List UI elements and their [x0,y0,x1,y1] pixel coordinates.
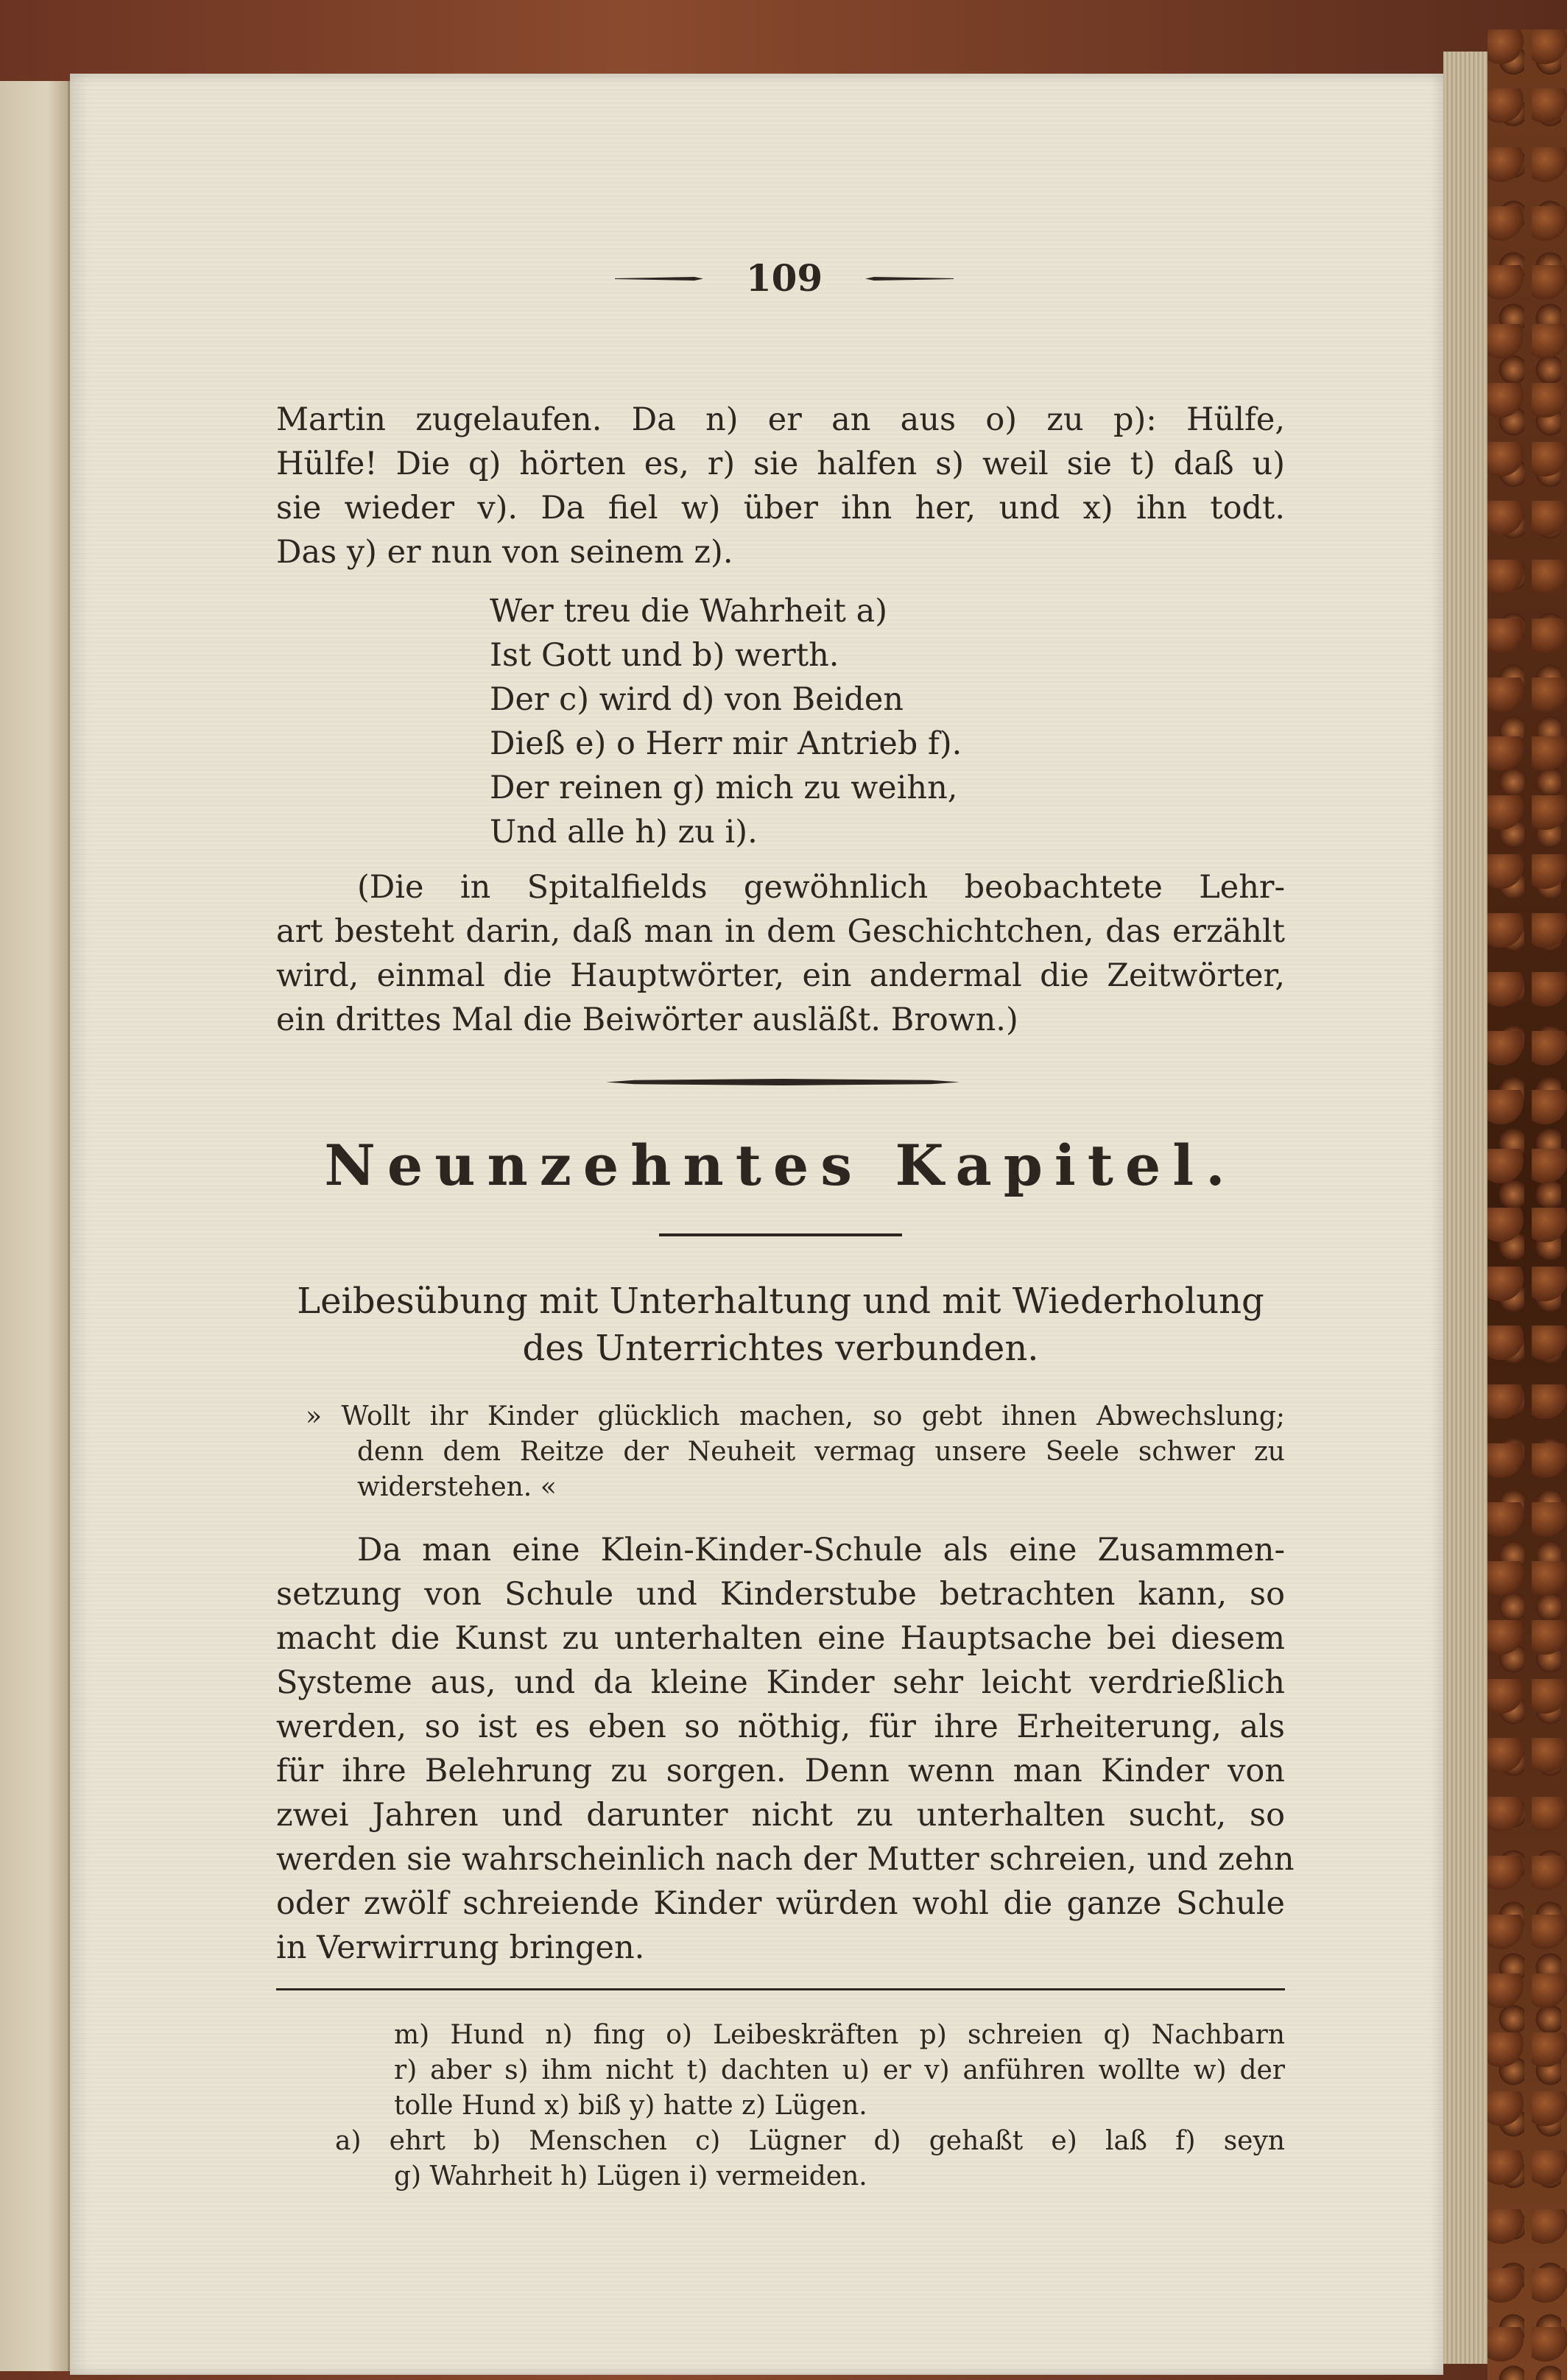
text-line: ein drittes Mal die Beiwörter ausläßt. Brown.) [276,1001,1018,1038]
text-line: werden sie wahrscheinlich nach der Mutter schreien, und zehn [276,1841,1295,1878]
text-line: wird, einmal die Hauptwörter, ein andermal die Zeitwörter, [276,957,1285,994]
paragraph-story [276,398,1285,574]
text-line: (Die in Spitalfields gewöhnlich beobachtete Lehr- [357,869,1285,906]
footnote-rule [276,1988,1285,1990]
text-line: in Verwirrung bringen. [276,1929,645,1966]
verse-line: Der c) wird d) von Beiden [490,681,904,718]
paragraph-note [276,865,1285,1042]
page [70,74,1443,2375]
text-line: macht die Kunst zu unterhalten eine Hauptsache bei diesem [276,1620,1285,1657]
marbled-cover [1487,29,1567,2380]
footnotes [335,2018,1285,2194]
text-line: setzung von Schule und Kinderstube betrachten kann, so [276,1576,1285,1613]
text-line: werden, so ist es eben so nöthig, für ihre Erheiterung, als [276,1708,1285,1745]
chapter-subheading [276,1278,1285,1372]
text-line: Das y) er nun von seinem z). [276,534,733,571]
text-line: zwei Jahren und darunter nicht zu unterhalten sucht, so [276,1797,1285,1834]
header-ornament-right [865,277,954,281]
verse [490,589,1079,854]
left-page-edge [0,81,70,2371]
section-divider [606,1079,959,1085]
verse-line: Der reinen g) mich zu weihn, [490,770,958,806]
footnote-line: tolle Hund x) biß y) hatte z) Lügen. [394,2091,867,2121]
quote-line: » Wollt ihr Kinder glücklich machen, so gebt ihnen Abwechslung; [306,1401,1285,1432]
page-header [615,256,954,300]
text-line: Systeme aus, und da kleine Kinder sehr leicht verdrießlich [276,1664,1285,1701]
text-line: für ihre Belehrung zu sorgen. Denn wenn man Kinder von [276,1753,1285,1789]
text-line: oder zwölf schreiende Kinder würden wohl die ganze Schule [276,1885,1285,1922]
header-ornament-left [615,277,703,281]
epigraph-quote [306,1399,1285,1505]
verse-line: Ist Gott und b) werth. [490,637,839,674]
verse-line: Wer treu die Wahrheit a) [490,593,887,630]
title-underline [659,1233,902,1236]
quote-line: widerstehen. « [357,1472,557,1502]
text-line: sie wieder v). Da fiel w) über ihn her, und x) ihn todt. [276,490,1285,527]
verse-line: Und alle h) zu i). [490,814,758,851]
footnote-block [335,2124,1285,2194]
footnote-line: g) Wahrheit h) Lügen i) vermeiden. [394,2161,867,2191]
quote-line: denn dem Reitze der Neuheit vermag unsere Seele schwer zu [357,1437,1285,1467]
text-line: Da man eine Klein-Kinder-Schule als eine Zusammen- [357,1532,1285,1569]
paragraph-body [276,1528,1295,1970]
text-line: art besteht darin, daß man in dem Geschichtchen, das erzählt [276,913,1285,950]
subheading-line: Leibesübung mit Unterhaltung und mit Wiederholung [297,1281,1264,1322]
footnote-line: m) Hund n) fing o) Leibeskräften p) schreien q) Nachbarn [394,2020,1285,2050]
page-block-edge [1443,52,1487,2364]
page-number: 109 [745,256,823,300]
text-line: Hülfe! Die q) hörten es, r) sie halfen s) weil sie t) daß u) [276,446,1285,482]
footnote-block [335,2018,1285,2124]
text-line: Martin zugelaufen. Da n) er an aus o) zu p): Hülfe, [276,401,1285,438]
footnote-line: r) aber s) ihm nicht t) dachten u) er v) anführen wollte w) der [394,2055,1285,2085]
chapter-title: Neunzehntes Kapitel. [324,1133,1237,1198]
footnote-line: a) ehrt b) Menschen c) Lügner d) gehaßt e) laß f) seyn [335,2126,1285,2156]
verse-line: Dieß e) o Herr mir Antrieb f). [490,725,962,762]
subheading-line: des Unterrichtes verbunden. [522,1328,1039,1369]
